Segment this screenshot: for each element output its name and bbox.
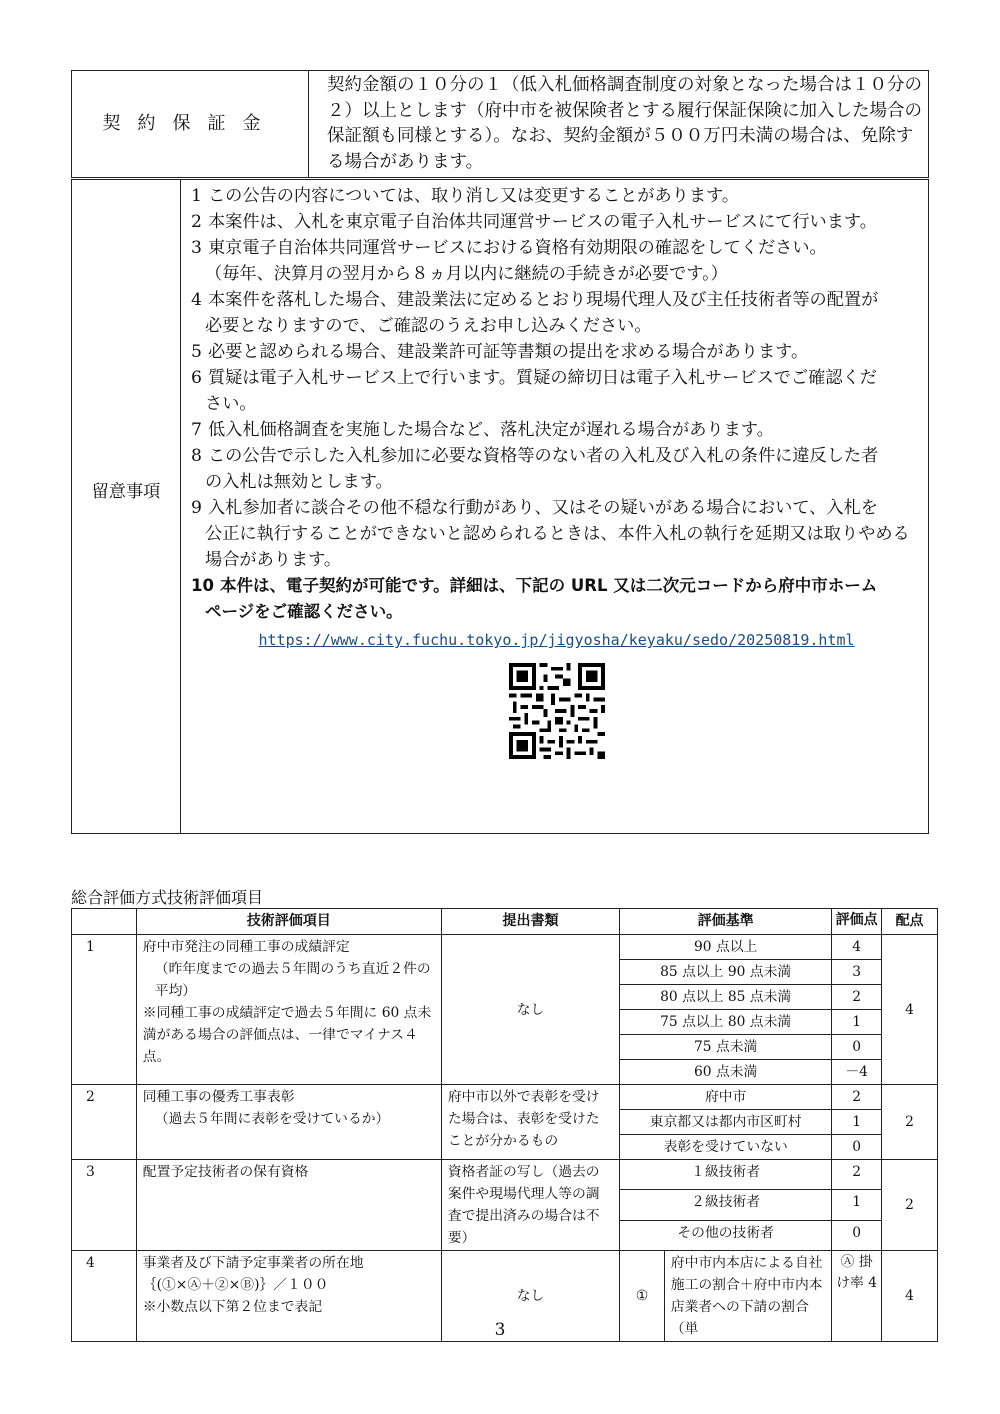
notes-label: 留意事項 — [72, 180, 181, 834]
score-cell: 1 — [832, 1010, 882, 1035]
notes-table — [71, 179, 929, 834]
score-cell: 3 — [832, 960, 882, 985]
note-item — [191, 573, 922, 625]
note-continuation: さい。 — [205, 394, 257, 414]
header-no — [72, 909, 137, 935]
row-document: 資格者証の写し（過去の案件や現場代理人等の調査で提出済みの場合は不要） — [441, 1160, 619, 1251]
item-line: 配置予定技術者の保有資格 — [142, 1164, 309, 1180]
item-line: ※小数点以下第２位まで表記 — [142, 1299, 323, 1315]
note-continuation: 必要となりますので、ご確認のうえお申し込みください。 — [205, 316, 652, 336]
note-text: 本件は、電子契約が可能です。詳細は、下記の URL 又は二次元コードから府中市ホーム — [219, 576, 878, 595]
qr-code-icon[interactable] — [509, 663, 605, 759]
score-cell: 2 — [832, 985, 882, 1010]
criteria-cell: その他の技術者 — [620, 1220, 832, 1250]
note-continuation: ページをご確認ください。 — [205, 602, 403, 621]
header-item: 技術評価項目 — [136, 909, 441, 935]
note-item — [191, 183, 922, 209]
note-text: 本案件を落札した場合、建設業法に定めるとおり現場代理人及び主任技術者等の配置が — [207, 290, 879, 310]
header-criteria: 評価基準 — [620, 909, 832, 935]
note-text: この公告で示した入札参加に必要な資格等のない者の入札及び入札の条件に違反した者 — [207, 446, 879, 466]
item-line: （昨年度までの過去５年間のうち直近２件の平均） — [154, 961, 431, 999]
note-item — [191, 443, 922, 495]
row-item — [136, 935, 441, 1085]
notes-content — [181, 180, 929, 834]
item-line: ｛(①×Ⓐ＋②×Ⓑ)｝／１００ — [142, 1277, 329, 1293]
evaluation-header-row — [72, 909, 938, 935]
note-continuation: （毎年、決算月の翌月から８ヵ月以内に継続の手続きが必要です。） — [205, 264, 728, 284]
note-item — [191, 339, 922, 365]
header-doc: 提出書類 — [441, 909, 619, 935]
note-item — [191, 287, 922, 339]
criteria-cell: 府中市 — [620, 1085, 832, 1110]
row-item — [136, 1160, 441, 1251]
score-cell: 0 — [832, 1135, 882, 1160]
criteria-cell: １級技術者 — [620, 1160, 832, 1190]
row-number: 2 — [72, 1085, 137, 1160]
announcement-table — [71, 70, 929, 178]
row-number: 3 — [72, 1160, 137, 1251]
allocation-cell: 2 — [882, 1085, 938, 1160]
criteria-cell: 75 点以上 80 点未満 — [620, 1010, 832, 1035]
score-cell: 2 — [832, 1085, 882, 1110]
evaluation-title: 総合評価方式技術評価項目 — [71, 888, 264, 907]
note-number: 8 — [191, 446, 202, 466]
notes-list — [191, 183, 922, 625]
note-text: 必要と認められる場合、建設業許可証等書類の提出を求める場合があります。 — [207, 342, 809, 362]
note-text: 東京電子自治体共同運営サービスにおける資格有効期限の確認をしてください。 — [207, 238, 827, 258]
note-number: 3 — [191, 238, 202, 258]
item-line: 府中市発注の同種工事の成績評定 — [142, 939, 350, 955]
item-line: 同種工事の優秀工事表彰 — [142, 1089, 295, 1105]
note-text: 入札参加者に談合その他不穏な行動があり、又はその疑いがある場合において、入札を — [207, 498, 878, 518]
allocation-cell: 4 — [882, 935, 938, 1085]
criteria-cell: 90 点以上 — [620, 935, 832, 960]
allocation-cell: 4 — [882, 1251, 938, 1342]
note-number: 9 — [191, 498, 202, 518]
note-item — [191, 417, 922, 443]
header-alloc: 配点 — [882, 909, 938, 935]
criteria-cell: 80 点以上 85 点未満 — [620, 985, 832, 1010]
note-item — [191, 365, 922, 417]
note-text: 低入札価格調査を実施した場合など、落札決定が遅れる場合があります。 — [207, 420, 774, 440]
score-cell: 1 — [832, 1110, 882, 1135]
score-cell: －4 — [832, 1060, 882, 1085]
allocation-cell: 2 — [882, 1160, 938, 1251]
table-row — [72, 1085, 938, 1110]
criteria-cell: ２級技術者 — [620, 1190, 832, 1220]
row-item — [136, 1085, 441, 1160]
score-cell: 2 — [832, 1160, 882, 1190]
sub-criteria: 府中市内本店による自社施工の割合＋府中市内本店業者への下請の割合（単 — [664, 1251, 831, 1342]
note-item — [191, 495, 922, 573]
note-continuation: 公正に執行することができないと認められるときは、本件入札の執行を延期又は取りやめる場合があります。 — [205, 524, 910, 570]
row-document: 府中市以外で表彰を受けた場合は、表彰を受けたことが分かるもの — [441, 1085, 619, 1160]
note-text: 本案件は、入札を東京電子自治体共同運営サービスの電子入札サービスにて行います。 — [207, 212, 877, 232]
note-continuation: の入札は無効とします。 — [205, 472, 393, 492]
note-number: 10 — [191, 576, 214, 595]
item-line: （過去５年間に表彰を受けているか） — [154, 1111, 390, 1127]
score-cell: 0 — [832, 1220, 882, 1250]
row-document: なし — [441, 1251, 619, 1342]
note-number: 5 — [191, 342, 202, 362]
evaluation-table — [71, 908, 938, 1342]
deposit-text: 契約金額の１０分の１（低入札価格調査制度の対象となった場合は１０分の２）以上とします（府中市を被保険者とする履行保証保険に加入した場合の保証額も同様とする）。なお、契約金額が５００万円未満の場合は、免除する場合があります。 — [309, 71, 929, 178]
criteria-cell: 東京都又は都内市区町村 — [620, 1110, 832, 1135]
note-number: 6 — [191, 368, 202, 388]
e-contract-link[interactable]: https://www.city.fuchu.tokyo.jp/jigyosha/keyaku/sedo/20250819.html — [258, 631, 855, 649]
header-score: 評価点 — [832, 909, 882, 935]
row-document: なし — [441, 935, 619, 1085]
note-item — [191, 209, 922, 235]
note-number: 2 — [191, 212, 202, 232]
table-row — [72, 935, 938, 960]
deposit-label: 契約保証金 — [72, 71, 309, 178]
note-item — [191, 235, 922, 287]
note-number: 4 — [191, 290, 202, 310]
table-row — [72, 1160, 938, 1190]
url-line — [191, 627, 922, 653]
row-number: 1 — [72, 935, 137, 1085]
score-cell: 4 — [832, 935, 882, 960]
evaluation-body — [72, 935, 938, 1342]
criteria-cell: 85 点以上 90 点未満 — [620, 960, 832, 985]
criteria-cell: 75 点未満 — [620, 1035, 832, 1060]
score-cell: 1 — [832, 1190, 882, 1220]
notes-row — [72, 180, 929, 834]
note-text: 質疑は電子入札サービス上で行います。質疑の締切日は電子入札サービスでご確認くだ — [207, 368, 877, 388]
note-number: 1 — [191, 186, 202, 206]
sub-score: Ⓐ 掛け率 4 — [832, 1251, 882, 1342]
criteria-cell: 60 点未満 — [620, 1060, 832, 1085]
criteria-cell: 表彰を受けていない — [620, 1135, 832, 1160]
note-text: この公告の内容については、取り消し又は変更することがあります。 — [207, 186, 740, 206]
item-line: ※同種工事の成績評定で過去５年間に 60 点未満がある場合の評価点は、一律でマイナス４点。 — [142, 1005, 432, 1065]
deposit-row — [72, 71, 929, 178]
score-cell: 0 — [832, 1035, 882, 1060]
item-line: 事業者及び下請予定事業者の所在地 — [142, 1255, 364, 1271]
sub-number: ① — [620, 1251, 665, 1342]
note-number: 7 — [191, 420, 202, 440]
page-number: 3 — [494, 1320, 506, 1340]
row-number: 4 — [72, 1251, 137, 1342]
